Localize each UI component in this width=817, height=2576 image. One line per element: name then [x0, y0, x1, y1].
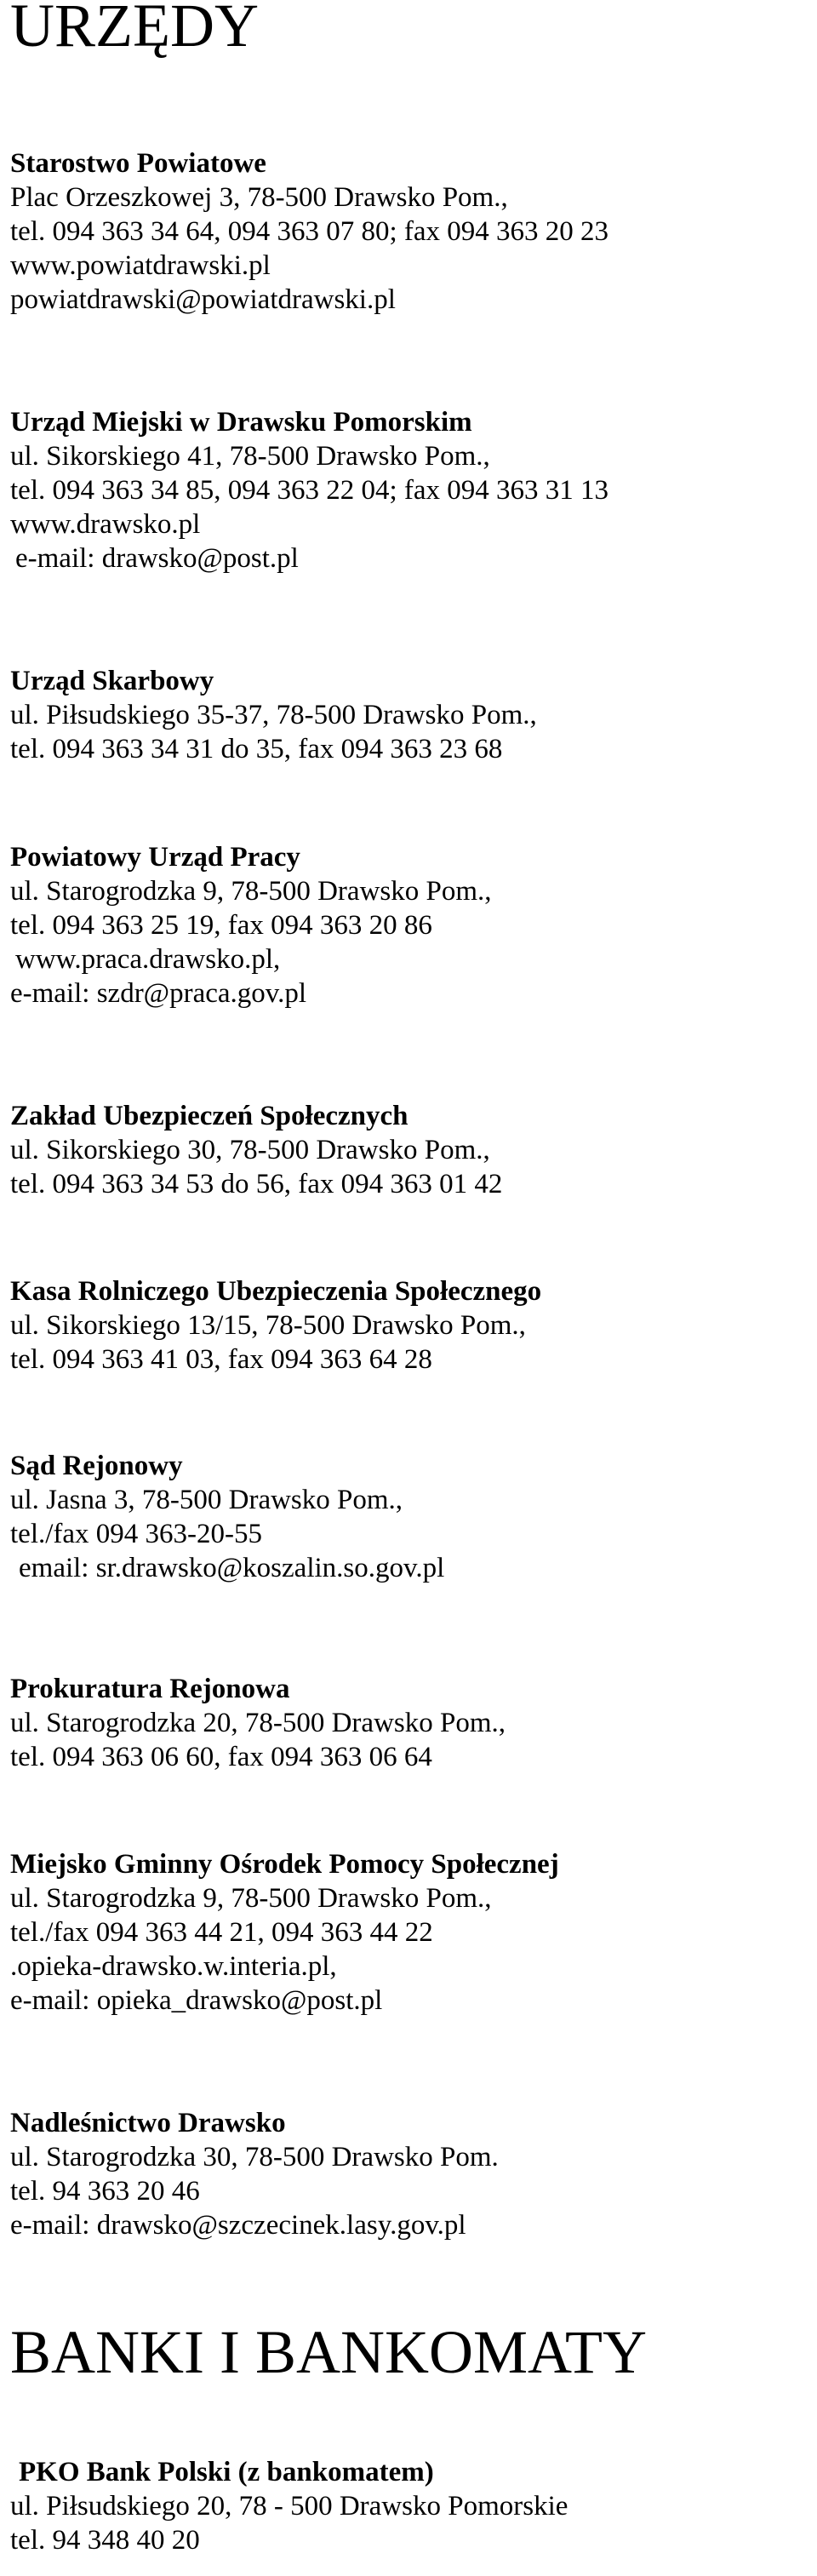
office-phone: tel. 094 363 25 19, fax 094 363 20 86 — [10, 910, 432, 941]
office-title: Sąd Rejonowy — [10, 1451, 183, 1481]
office-entry — [10, 1274, 810, 1377]
office-address: ul. Starogrodzka 9, 78-500 Drawsko Pom., — [10, 1883, 492, 1914]
office-entry — [10, 2106, 810, 2242]
office-title: Urząd Miejski w Drawsku Pomorskim — [10, 407, 472, 438]
office-address: ul. Sikorskiego 41, 78-500 Drawsko Pom., — [10, 441, 490, 472]
section-heading-offices: URZĘDY — [10, 0, 259, 60]
office-address: ul. Piłsudskiego 35-37, 78-500 Drawsko Pom., — [10, 700, 537, 730]
office-entry — [10, 1847, 810, 2018]
office-address: Plac Orzeszkowej 3, 78-500 Drawsko Pom., — [10, 182, 508, 213]
office-phone: tel. 094 363 41 03, fax 094 363 64 28 — [10, 1344, 432, 1375]
office-entry — [10, 405, 810, 575]
section-heading-banks: BANKI I BANKOMATY — [10, 2318, 647, 2386]
office-title: Urząd Skarbowy — [10, 666, 214, 696]
office-phone: tel./fax 094 363-20-55 — [10, 1519, 263, 1549]
office-entry — [10, 1099, 810, 1201]
office-entry — [10, 840, 810, 1010]
office-phone: tel. 094 363 34 85, 094 363 22 04; fax 094 363 31 13 — [10, 475, 609, 506]
office-address: ul. Starogrodzka 9, 78-500 Drawsko Pom., — [10, 876, 492, 907]
office-address: ul. Sikorskiego 30, 78-500 Drawsko Pom., — [10, 1135, 490, 1165]
office-phone: tel. 94 363 20 46 — [10, 2176, 200, 2207]
office-address: ul. Jasna 3, 78-500 Drawsko Pom., — [10, 1485, 403, 1515]
office-title: Zakład Ubezpieczeń Społecznych — [10, 1101, 408, 1131]
office-website-link[interactable]: .opieka-drawsko.w.interia.pl, — [10, 1951, 337, 1982]
office-address: ul. Starogrodzka 30, 78-500 Drawsko Pom. — [10, 2142, 499, 2172]
office-website-link[interactable]: www.praca.drawsko.pl, — [15, 944, 281, 975]
office-email-link[interactable]: e-mail: opieka_drawsko@post.pl — [10, 1985, 383, 2016]
bank-title: PKO Bank Polski (z bankomatem) — [19, 2457, 434, 2487]
office-entry — [10, 664, 810, 766]
office-title: Nadleśnictwo Drawsko — [10, 2108, 286, 2138]
office-email-link[interactable]: email: sr.drawsko@koszalin.so.gov.pl — [19, 1553, 445, 1583]
office-title: Starostwo Powiatowe — [10, 148, 266, 179]
office-phone: tel. 094 363 34 31 do 35, fax 094 363 23 68 — [10, 734, 503, 764]
office-phone: tel./fax 094 363 44 21, 094 363 44 22 — [10, 1917, 433, 1948]
office-phone: tel. 094 363 06 60, fax 094 363 06 64 — [10, 1742, 432, 1772]
bank-entry — [10, 2455, 810, 2557]
bank-phone: tel. 94 348 40 20 — [10, 2525, 200, 2556]
office-entry — [10, 146, 810, 317]
office-entry — [10, 1449, 810, 1585]
office-phone: tel. 094 363 34 64, 094 363 07 80; fax 094 363 20 23 — [10, 216, 609, 247]
bank-address: ul. Piłsudskiego 20, 78 - 500 Drawsko Pomorskie — [10, 2491, 568, 2522]
office-title: Prokuratura Rejonowa — [10, 1674, 290, 1704]
office-website-link[interactable]: www.drawsko.pl — [10, 509, 201, 540]
office-email-link[interactable]: e-mail: szdr@praca.gov.pl — [10, 978, 307, 1009]
office-entry — [10, 1672, 810, 1774]
office-address: ul. Starogrodzka 20, 78-500 Drawsko Pom., — [10, 1708, 506, 1738]
office-address: ul. Sikorskiego 13/15, 78-500 Drawsko Pom., — [10, 1310, 526, 1341]
office-title: Kasa Rolniczego Ubezpieczenia Społecznego — [10, 1276, 542, 1307]
office-website-link[interactable]: www.powiatdrawski.pl — [10, 250, 271, 281]
office-email-link[interactable]: e-mail: drawsko@post.pl — [15, 543, 299, 574]
office-phone: tel. 094 363 34 53 do 56, fax 094 363 01 42 — [10, 1169, 503, 1199]
office-title: Miejsko Gminny Ośrodek Pomocy Społecznej — [10, 1849, 559, 1880]
office-email-link[interactable]: e-mail: drawsko@szczecinek.lasy.gov.pl — [10, 2210, 466, 2241]
office-email-link[interactable]: powiatdrawski@powiatdrawski.pl — [10, 284, 396, 315]
office-title: Powiatowy Urząd Pracy — [10, 842, 300, 873]
